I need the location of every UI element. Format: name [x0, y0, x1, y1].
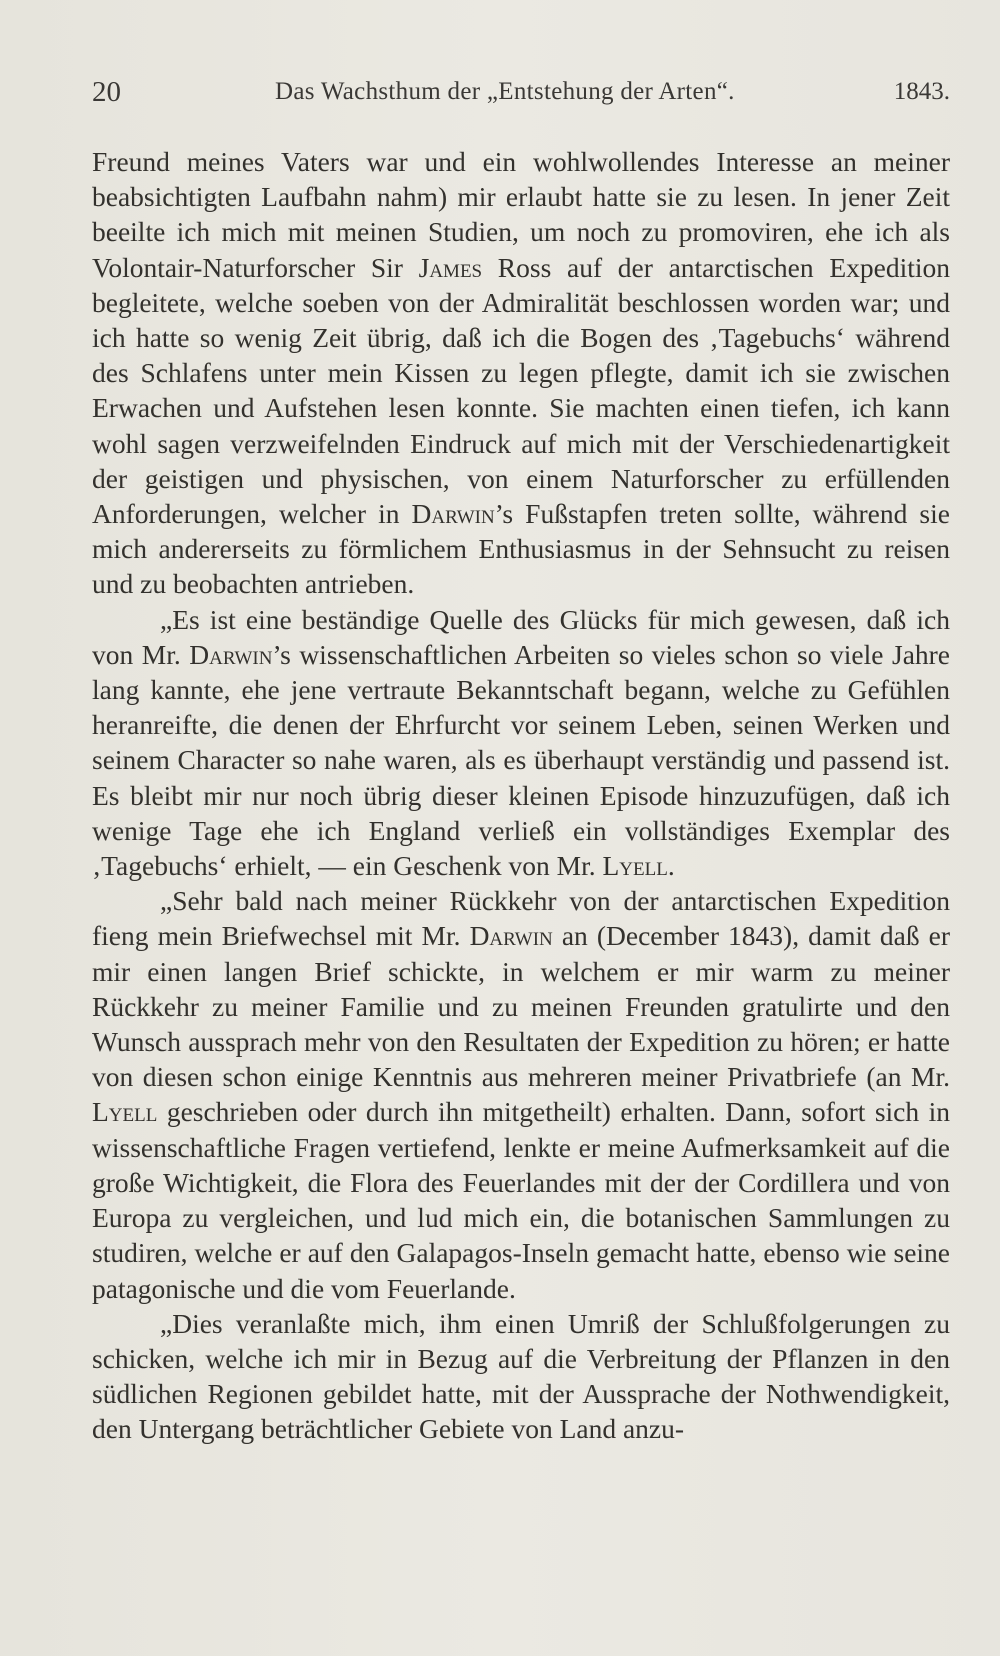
paragraph: „Es ist eine beständige Quelle des Glücks für mich gewesen, daß ich von Mr. Darwin’s wissenschaftlichen Arbeiten so vieles schon so viele Jahre lang kannte, ehe jene vertraute Bekanntschaft begann, welche zu Gefühlen heranreifte, die denen der Ehrfurcht vor seinem Leben, seinen Werken und seinem Character so nahe waren, als es überhaupt verständig und passend ist. Es bleibt mir nur noch übrig dieser kleinen Episode hinzuzufügen, daß ich wenige Tage ehe ich England verließ ein vollständiges Exemplar des ‚Tagebuchs‘ erhielt, — ein Geschenk von Mr. Lyell. — [92, 603, 951, 882]
page-number: 20 — [92, 76, 121, 108]
running-title: Das Wachsthum der „Entstehung der Arten“. — [275, 78, 735, 105]
paragraph: „Dies veranlaßte mich, ihm einen Umriß der Schlußfolgerungen zu schicken, welche ich mir in Bezug auf die Verbreitung der Pflanzen in den südlichen Regionen gebildet hatte, mit der Aussprache der Nothwendigkeit, den Untergang beträchtlicher Gebiete von Land anzu- — [92, 1307, 950, 1445]
paragraph: Freund meines Vaters war und ein wohlwollendes Interesse an meiner beabsichtigten Laufbahn nahm) mir erlaubt hatte sie zu lesen. In jener Zeit beeilte ich mich mit meinen Studien, um noch zu promoviren, ehe ich als Volontair-Naturforscher Sir James Ross auf der antarctischen Expedition begleitete, welche soeben von der Admiralität beschlossen worden war; und ich hatte so wenig Zeit übrig, daß ich die Bogen des ‚Tagebuchs‘ während des Schlafens unter mein Kissen zu legen pflegte, damit ich sie zwischen Erwachen und Aufstehen lesen konnte. Sie machten einen tiefen, ich kann wohl sagen verzweifelnden Eindruck auf mich mit der Verschiedenartigkeit der geistigen und physischen, von einem Naturforscher zu erfüllenden Anforderungen, welcher in Darwin’s Fußstapfen treten sollte, während sie mich andererseits zu förmlichem Enthusiasmus in der Sehnsucht zu reisen und zu beobachten antrieben. — [92, 146, 950, 600]
body-text — [92, 144, 950, 1447]
header-year: 1843. — [893, 78, 950, 105]
paragraph: „Sehr bald nach meiner Rückkehr von der antarctischen Expedition fieng mein Briefwechsel mit Mr. Darwin an (December 1843), damit daß er mir einen langen Brief schickte, in welchem er mir warm zu meiner Rückkehr zu meiner Familie und zu meinen Freunden gratulirte und den Wunsch aussprach mehr von den Resultaten der Expedition zu hören; er hatte von diesen schon einige Kenntnis aus mehreren meiner Privatbriefe (an Mr. Lyell geschrieben oder durch ihn mitgetheilt) erhalten. Dann, sofort sich in wissenschaftliche Fragen vertiefend, lenkte er meine Aufmerksamkeit auf die große Wichtigkeit, die Flora des Feuerlandes mit der der Cordillera und von Europa zu vergleichen, und lud mich ein, die botanischen Sammlungen zu studiren, welche er auf den Galapagos-Inseln gemacht hatte, ebenso wie seine patagonische und die vom Feuerlande. — [92, 885, 950, 1304]
page-header — [92, 76, 950, 116]
